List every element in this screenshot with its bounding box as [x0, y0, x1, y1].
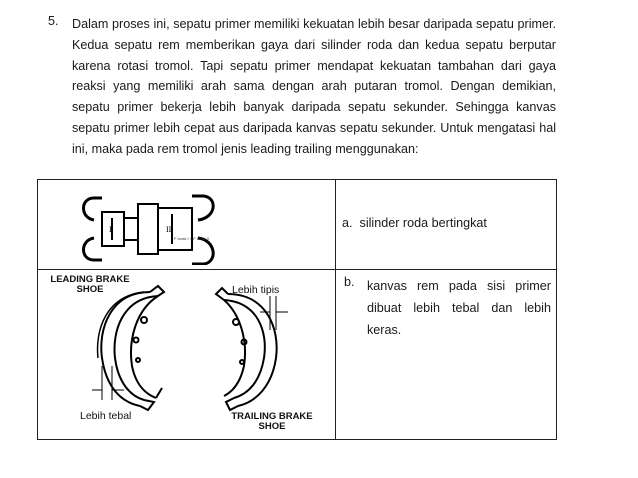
leading-shoe-label: LEADING BRAKE SHOE	[50, 274, 130, 295]
column-divider	[335, 180, 336, 439]
force-caption: F torak I < F torak II	[174, 236, 210, 241]
thick-lining-label: Lebih tebal	[80, 410, 132, 422]
question-text: Dalam proses ini, sepatu primer memiliki kekuatan lebih besar daripada sepatu primer. Kedua sepatu rem memberikan gaya dari silinder roda dan kedua sepatu berputar karena rotasi tromol. Tapi sepatu primer mendapat kekuatan tambahan dari gaya reaksi yang memiliki arah sama dengan arah putaran tromol. Dengan demikian, sepatu primer bekerja lebih banyak daripada sepatu sekunder. Sehingga kanvas sepatu primer lebih cepat aus daripada kanvas sepatu sekunder. Untuk mengatasi hal ini, maka pada rem tromol jenis leading trailing menggunakan:	[72, 17, 556, 156]
option-a	[342, 216, 487, 230]
piston-label-2: II	[166, 225, 172, 234]
option-b-text: kanvas rem pada sisi primer dibuat lebih tebal dan lebih keras.	[367, 279, 551, 337]
option-a-text: silinder roda bertingkat	[359, 216, 487, 230]
thin-lining-label: Lebih tipis	[232, 284, 280, 296]
question-number: 5.	[48, 14, 59, 28]
piston-label-1: I	[109, 225, 112, 234]
option-a-letter: a.	[342, 216, 353, 230]
option-b-letter: b.	[344, 275, 355, 289]
stepped-wheel-cylinder-figure	[78, 190, 228, 265]
answer-table	[37, 179, 557, 440]
trailing-shoe-label: TRAILING BRAKE SHOE	[231, 411, 313, 432]
